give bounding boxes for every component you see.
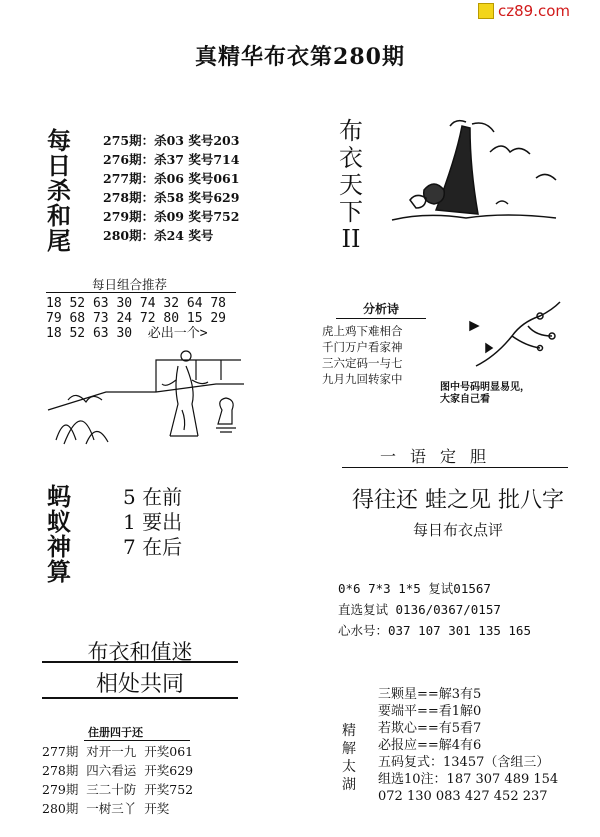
ant-god-label-char: 算 bbox=[47, 557, 71, 586]
daily-combo-list bbox=[46, 296, 226, 341]
tips-row: 心水号：037 107 301 135 165 bbox=[338, 623, 531, 638]
site-watermark bbox=[478, 0, 600, 22]
jingjie-label-char: 湖 bbox=[342, 777, 356, 793]
daily-tail-row: 276期：杀37 奖号714 bbox=[103, 152, 240, 167]
tips-row: 0*6 7*3 1*5 复试01567 bbox=[338, 581, 491, 596]
daily-tail-list bbox=[103, 131, 239, 245]
analysis-poem-note-line: 大家自己看 bbox=[440, 394, 490, 405]
figure-with-rocks-illustration bbox=[386, 118, 566, 228]
one-word-title: 一语定胆 bbox=[380, 447, 501, 466]
analysis-poem-box bbox=[322, 300, 440, 387]
buyi-history-row: 280期 一树三丫 开奖 bbox=[42, 801, 170, 816]
buyi-history-list bbox=[42, 742, 193, 818]
buyi-sum-divider-top bbox=[42, 661, 238, 663]
daily-tail-label-char: 尾 bbox=[47, 226, 71, 255]
ant-god-label-char: 蚁 bbox=[47, 507, 71, 536]
analysis-poem-note bbox=[440, 382, 530, 406]
buyi-sum-subtitle: 相处共同 bbox=[95, 672, 184, 697]
ant-god-row: 1 要出 bbox=[123, 510, 183, 534]
jingjie-label bbox=[340, 722, 358, 794]
daily-combo-title: 每日组合推荐 bbox=[92, 277, 168, 292]
buyi-tianxia-label-char: II bbox=[341, 225, 361, 253]
analysis-poem-lines bbox=[322, 323, 440, 387]
tips-row: 直选复试 0136/0367/0157 bbox=[338, 602, 501, 617]
daily-tail-row: 280期：杀24 奖号 bbox=[103, 228, 214, 243]
ant-god-list bbox=[123, 485, 182, 560]
jingjie-label-char: 精 bbox=[342, 723, 356, 739]
analysis-poem-title: 分析诗 bbox=[336, 300, 426, 319]
plum-branch-illustration bbox=[456, 296, 566, 382]
daily-tail-label-char: 每 bbox=[47, 126, 71, 155]
watermark-text: cz89.com bbox=[498, 2, 571, 20]
buyi-tianxia-label-char: 布 bbox=[339, 117, 363, 145]
jingjie-row: 必报应==解4有6 bbox=[378, 738, 482, 753]
buyi-history-title: 住册四于还 bbox=[88, 726, 143, 739]
tips-list bbox=[338, 578, 531, 641]
daily-tail-label-char: 杀 bbox=[47, 176, 71, 205]
buyi-history-divider bbox=[84, 740, 190, 741]
jingjie-row: 三颗星==解3有5 bbox=[378, 687, 482, 702]
analysis-poem-note-line: 图中号码明显易见， bbox=[440, 382, 530, 393]
daily-tail-row: 278期：杀58 奖号629 bbox=[103, 190, 240, 205]
page-title: 真精华布衣第280期 bbox=[195, 44, 405, 70]
jingjie-list bbox=[378, 686, 558, 805]
daily-tail-label-char: 日 bbox=[47, 151, 71, 180]
jingjie-row: 要端平==看1解0 bbox=[378, 704, 482, 719]
scholar-scene-illustration bbox=[46, 340, 246, 450]
buyi-tianxia-label bbox=[336, 118, 366, 253]
buyi-history-row: 279期 三二十防 开奖752 bbox=[42, 782, 194, 797]
buyi-sum-divider-bottom bbox=[42, 697, 238, 699]
ant-god-row: 7 在后 bbox=[123, 535, 183, 559]
buyi-tianxia-label-char: 下 bbox=[339, 198, 363, 226]
ant-god-row: 5 在前 bbox=[123, 485, 183, 509]
buyi-history-row: 277期 对开一九 开奖061 bbox=[42, 744, 194, 759]
buyi-tianxia-label-char: 天 bbox=[339, 171, 363, 199]
one-word-subtitle: 每日布衣点评 bbox=[412, 521, 503, 539]
jingjie-row: 072 130 083 427 452 237 bbox=[378, 789, 548, 804]
analysis-poem-line: 三六定码一与七 bbox=[322, 356, 403, 370]
daily-tail-label bbox=[46, 128, 72, 253]
daily-combo-row: 18 52 63 30 必出一个> bbox=[46, 326, 208, 341]
jingjie-row: 五码复式：13457（含组三） bbox=[378, 755, 550, 770]
daily-combo-row: 18 52 63 30 74 32 64 78 bbox=[46, 296, 227, 311]
daily-combo-row: 79 68 73 24 72 80 15 29 bbox=[46, 311, 227, 326]
daily-tail-row: 279期：杀09 奖号752 bbox=[103, 209, 240, 224]
ant-god-label-char: 神 bbox=[47, 532, 71, 561]
jingjie-label-char: 解 bbox=[342, 741, 356, 757]
analysis-poem-line: 九月九回转家中 bbox=[322, 372, 403, 386]
buyi-sum-title: 布衣和值迷 bbox=[87, 640, 193, 664]
jingjie-row: 组选10注：187 307 489 154 bbox=[378, 772, 559, 787]
one-word-divider bbox=[342, 467, 568, 468]
buyi-tianxia-label-char: 衣 bbox=[339, 144, 363, 172]
daily-combo-divider bbox=[46, 292, 236, 293]
ant-god-label bbox=[46, 484, 72, 584]
analysis-poem-line: 虎上鸡下难相合 bbox=[322, 324, 403, 338]
analysis-poem-line: 千门万户看家神 bbox=[322, 340, 403, 354]
jingjie-row: 若欺心==有5看7 bbox=[378, 721, 482, 736]
daily-tail-row: 277期：杀06 奖号061 bbox=[103, 171, 240, 186]
daily-tail-label-char: 和 bbox=[47, 201, 71, 230]
jingjie-label-char: 太 bbox=[342, 759, 356, 775]
watermark-square-icon bbox=[478, 3, 494, 19]
ant-god-label-char: 蚂 bbox=[47, 482, 71, 511]
daily-tail-row: 275期：杀03 奖号203 bbox=[103, 133, 240, 148]
one-word-phrase: 得往还 蛙之见 批八字 bbox=[352, 488, 564, 513]
buyi-history-row: 278期 四六看运 开奖629 bbox=[42, 763, 194, 778]
